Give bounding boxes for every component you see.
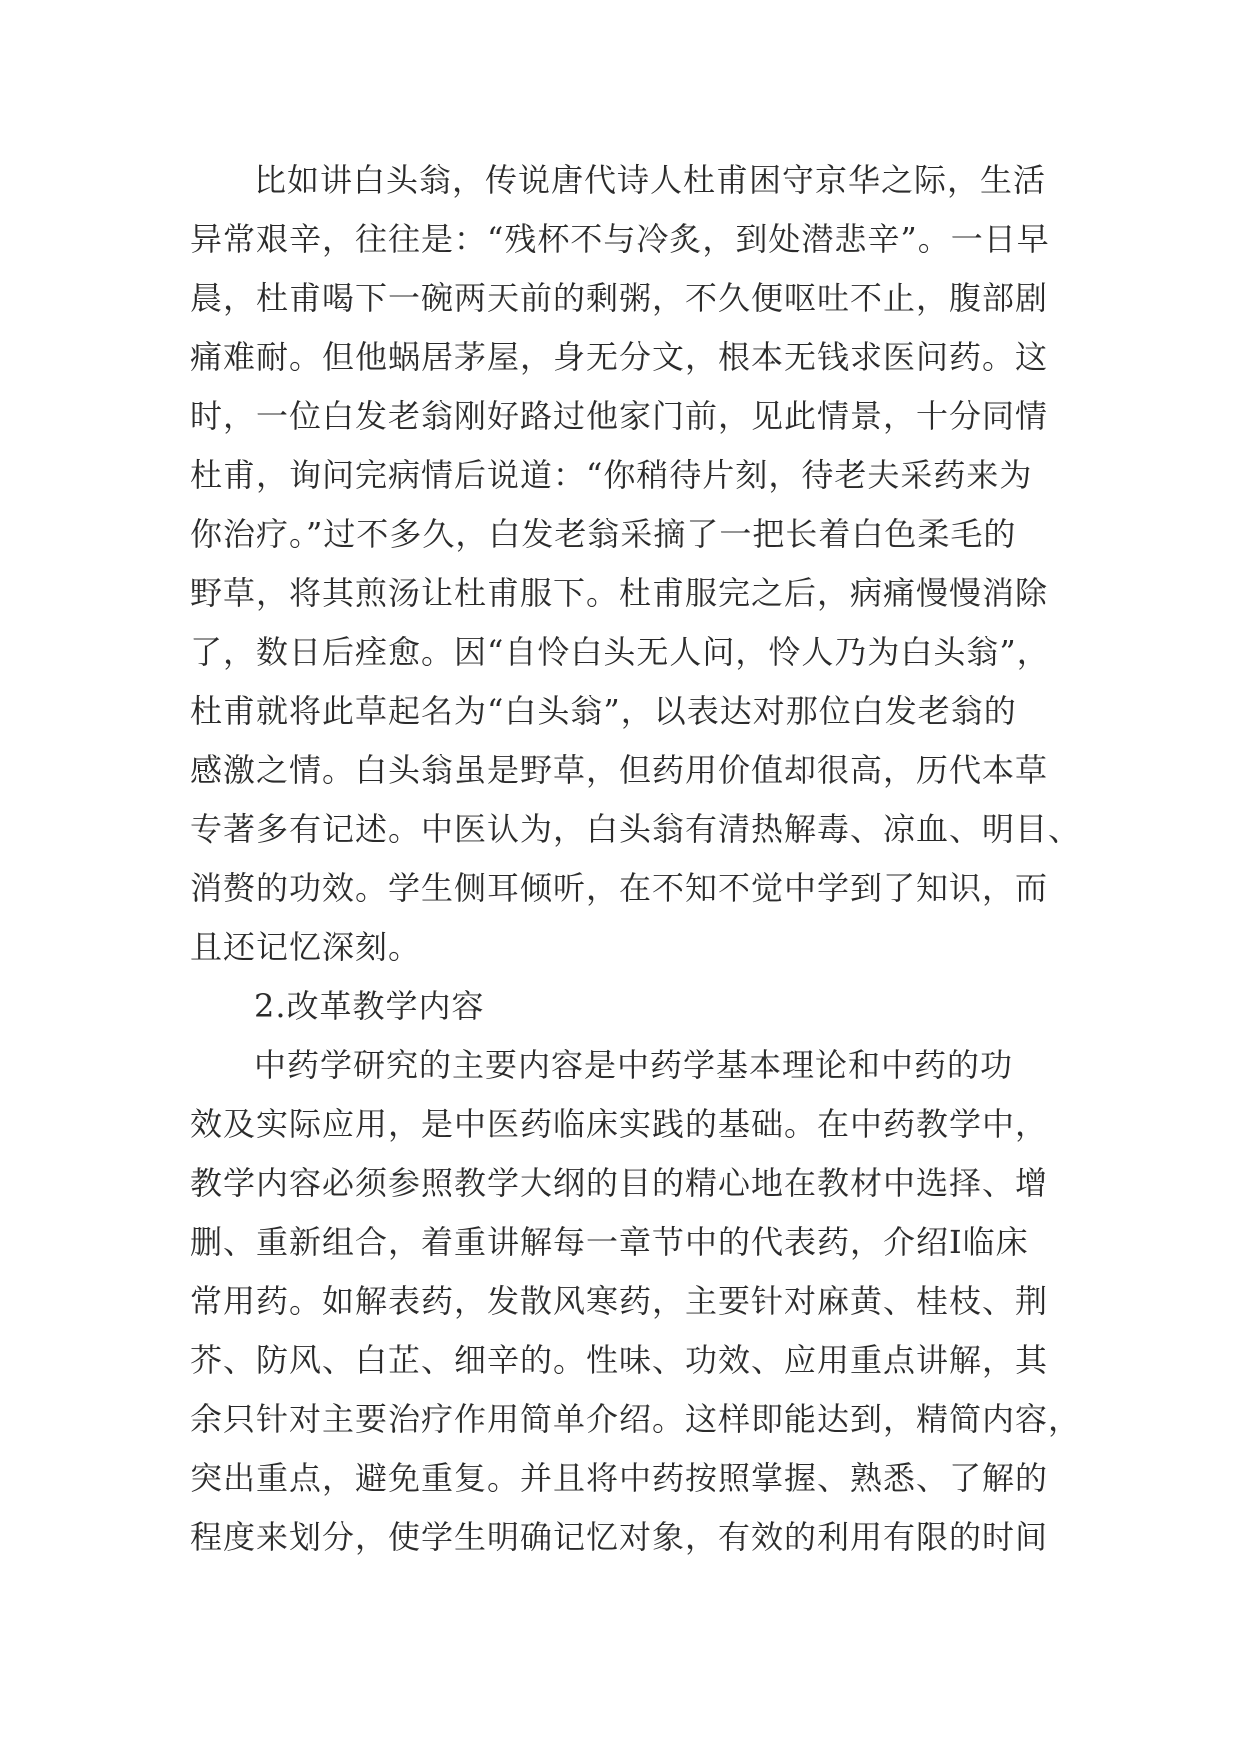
paragraph-line: 晨，杜甫喝下一碗两天前的剩粥，不久便呕吐不止，腹部剧 <box>190 279 1049 317</box>
paragraph-line: 删、重新组合，着重讲解每一章节中的代表药，介绍Ⅰ临床 <box>190 1223 1029 1261</box>
paragraph-line: 痛难耐。但他蜗居茅屋，身无分文，根本无钱求医问药。这 <box>190 338 1049 376</box>
paragraph-line: 你治疗。”过不多久，白发老翁采摘了一把长着白色柔毛的 <box>190 515 1017 553</box>
paragraph-line: 了，数日后痊愈。因“自怜白头无人问，怜人乃为白头翁”， <box>190 633 1050 671</box>
paragraph-line: 异常艰辛，往往是：“残杯不与冷炙，到处潜悲辛”。一日早 <box>190 220 1050 258</box>
paragraph-line: 杜甫就将此草起名为“白头翁”，以表达对那位白发老翁的 <box>190 692 1017 730</box>
paragraph-line: 余只针对主要治疗作用简单介绍。这样即能达到，精简内容， <box>190 1400 1082 1438</box>
paragraph-line: 感激之情。白头翁虽是野草，但药用价值却很高，历代本草 <box>190 751 1049 789</box>
paragraph-line: 程度来划分，使学生明确记忆对象，有效的利用有限的时间 <box>190 1518 1049 1556</box>
paragraph-line: 教学内容必须参照教学大纲的目的精心地在教材中选择、增 <box>190 1164 1049 1202</box>
paragraph-line: 消赘的功效。学生侧耳倾听，在不知不觉中学到了知识，而 <box>190 869 1049 907</box>
paragraph-line: 且还记忆深刻。 <box>190 928 422 966</box>
paragraph-line: 常用药。如解表药，发散风寒药，主要针对麻黄、桂枝、荆 <box>190 1282 1049 1320</box>
paragraph-line: 效及实际应用，是中医药临床实践的基础。在中药教学中， <box>190 1105 1049 1143</box>
paragraph-line: 杜甫，询问完病情后说道：“你稍待片刻，待老夫采药来为 <box>190 456 1033 494</box>
paragraph-line: 比如讲白头翁，传说唐代诗人杜甫困守京华之际，生活 <box>254 161 1047 199</box>
paragraph-line: 中药学研究的主要内容是中药学基本理论和中药的功 <box>254 1046 1014 1084</box>
paragraph-line: 时，一位白发老翁刚好路过他家门前，见此情景，十分同情 <box>190 397 1049 435</box>
paragraph-line: 专著多有记述。中医认为，白头翁有清热解毒、凉血、明目、 <box>190 810 1082 848</box>
paragraph-line: 芥、防风、白芷、细辛的。性味、功效、应用重点讲解，其 <box>190 1341 1049 1379</box>
section-heading: 2.改革教学内容 <box>254 987 485 1025</box>
paragraph-line: 野草，将其煎汤让杜甫服下。杜甫服完之后，病痛慢慢消除 <box>190 574 1049 612</box>
paragraph-line: 突出重点，避免重复。并且将中药按照掌握、熟悉、了解的 <box>190 1459 1049 1497</box>
